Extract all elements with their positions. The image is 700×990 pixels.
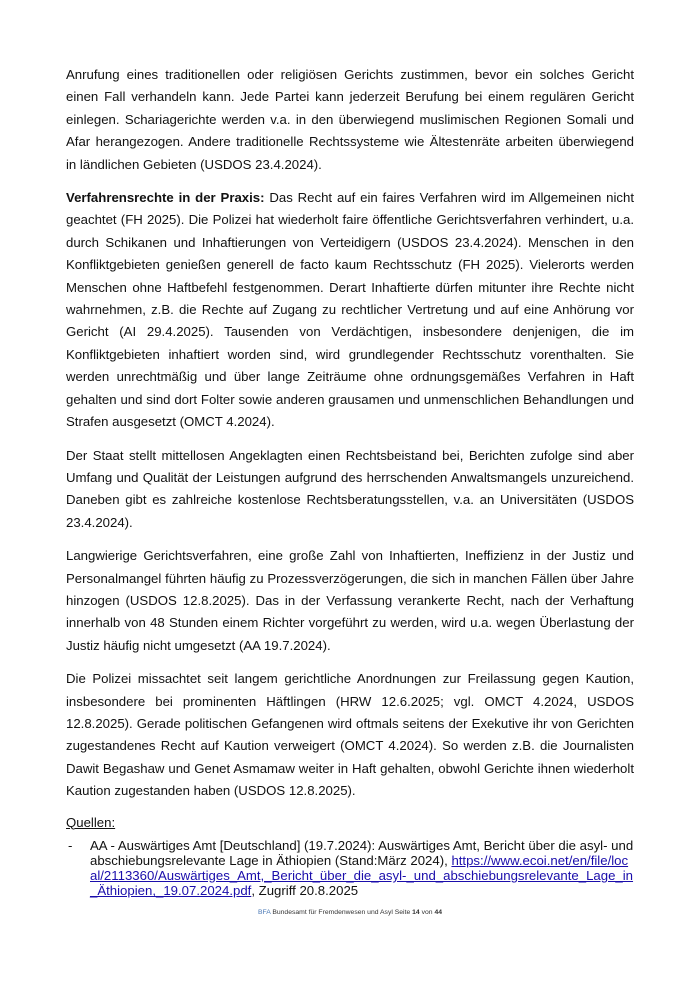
paragraph-1: Anrufung eines traditionellen oder religiösen Gerichts zustimmen, bevor ein solches Gericht einen Fall verhandeln kann. Jede Partei kann jederzeit Berufung bei einem regulären Gericht einlegen. Schariagerichte werden v.a. in den überwiegend muslimischen Regionen Somali und Afar herangezogen. Andere traditionelle Rechtssysteme wie Ältestenräte arbeiten überwiegend in ländlichen Gebieten (USDOS 23.4.2024).: [66, 67, 634, 172]
source-link[interactable]: https://www.ecoi.net/en/file/local/2113360/Auswärtiges_Amt,_Bericht_über_die_asyl-_und_abschiebungsrelevante_Lage_in_Äthiopien,_19.07.2024.pdf: [90, 852, 634, 899]
sources-heading: Quellen:: [66, 814, 116, 830]
paragraph-2: Verfahrensrechte in der Praxis: Das Recht auf ein faires Verfahren wird im Allgemeinen nicht geachtet (FH 2025). Die Polizei hat wiederholt faire öffentliche Gerichtsverfahren verhindert, u.a. durch Schikanen und Inhaftierungen von Verteidigern (USDOS 23.4.2024). Menschen in den Konfliktgebieten genießen generell de facto kaum Rechtsschutz (FH 2025). Vielerorts werden Menschen ohne Haftbefehl festgenommen. Derart Inhaftierte dürfen mitunter ihre Rechte nicht wahrnehmen, z.B. die Rechte auf Zugang zu rechtlicher Vertretung und auf eine Anhörung vor Gericht (AI 29.4.2025). Tausenden von Verdächtigen, insbesondere denjenigen, die im Konfliktgebieten inhaftiert worden sind, wird grundlegender Rechtsschutz vorenthalten. Sie werden unrechtmäßig und über lange Zeiträume ohne ordnungsgemäßes Verfahren in Haft gehalten und sind dort Folter sowie anderen grausamen und unmenschlichen Behandlungen und Strafen ausgesetzt (OMCT 4.2024).: [66, 190, 634, 430]
paragraph-3: Der Staat stellt mittellosen Angeklagten einen Rechtsbeistand bei, Berichten zufolge sind aber Umfang und Qualität der Leistungen aufgrund des herrschenden Anwaltsmangels unzureichend. Daneben gibt es zahlreiche kostenlose Rechtsberatungsstellen, v.a. an Universitäten (USDOS 23.4.2024).: [66, 447, 634, 530]
bfa-logo: BFA: [257, 909, 271, 916]
list-bullet: -: [68, 837, 73, 853]
page-number: 14: [412, 909, 420, 916]
paragraph-5: Die Polizei missachtet seit langem gerichtliche Anordnungen zur Freilassung gegen Kaution, insbesondere bei prominenten Häftlingen (HRW 12.6.2025; vgl. OMCT 4.2024, USDOS 12.8.2025). Gerade politischen Gefangenen wird oftmals seitens der Exekutive ihr von Gerichten zugestandenes Recht auf Kaution verweigert (OMCT 4.2024). So werden z.B. die Journalisten Dawit Begashaw und Genet Asmamaw weiter in Haft gehalten, obwohl Gerichte ihnen wiederholt Kaution zugestanden haben (USDOS 12.8.2025).: [66, 671, 634, 799]
paragraph-lead: Verfahrensrechte in der Praxis:: [66, 190, 265, 206]
source-item: [66, 838, 634, 899]
source-text: AA - Auswärtiges Amt [Deutschland] (19.7.2024): Auswärtiges Amt, Bericht über die asyl- und abschiebungsrelevante Lage in Äthiopien (Stand:März 2024), https://www.ecoi.net/en/file/local/2113360/Auswärtiges_Amt,_Bericht_über_die_asyl-_und_abschiebungsrelevante_Lage_in_Äthiopien,_19.07.2024.pdf, Zugriff 20.8.2025: [90, 837, 634, 899]
page-total: 44: [434, 909, 443, 916]
paragraph-4: Langwierige Gerichtsverfahren, eine große Zahl von Inhaftierten, Ineffizienz in der Justiz und Personalmangel führten häufig zu Prozessverzögerungen, die sich in manchen Fällen über Jahre hinzogen (USDOS 12.8.2025). Das in der Verfassung verankerte Recht, nach der Verhaftung innerhalb von 48 Stunden einem Richter vorgeführt zu werden, wird u.a. wegen Überlastung der Justiz häufig nicht umgesetzt (AA 19.7.2024).: [66, 548, 634, 653]
document-page: [66, 64, 634, 898]
page-footer: BFA Bundesamt für Fremdenwesen und Asyl Seite 14 von 44: [257, 909, 443, 916]
